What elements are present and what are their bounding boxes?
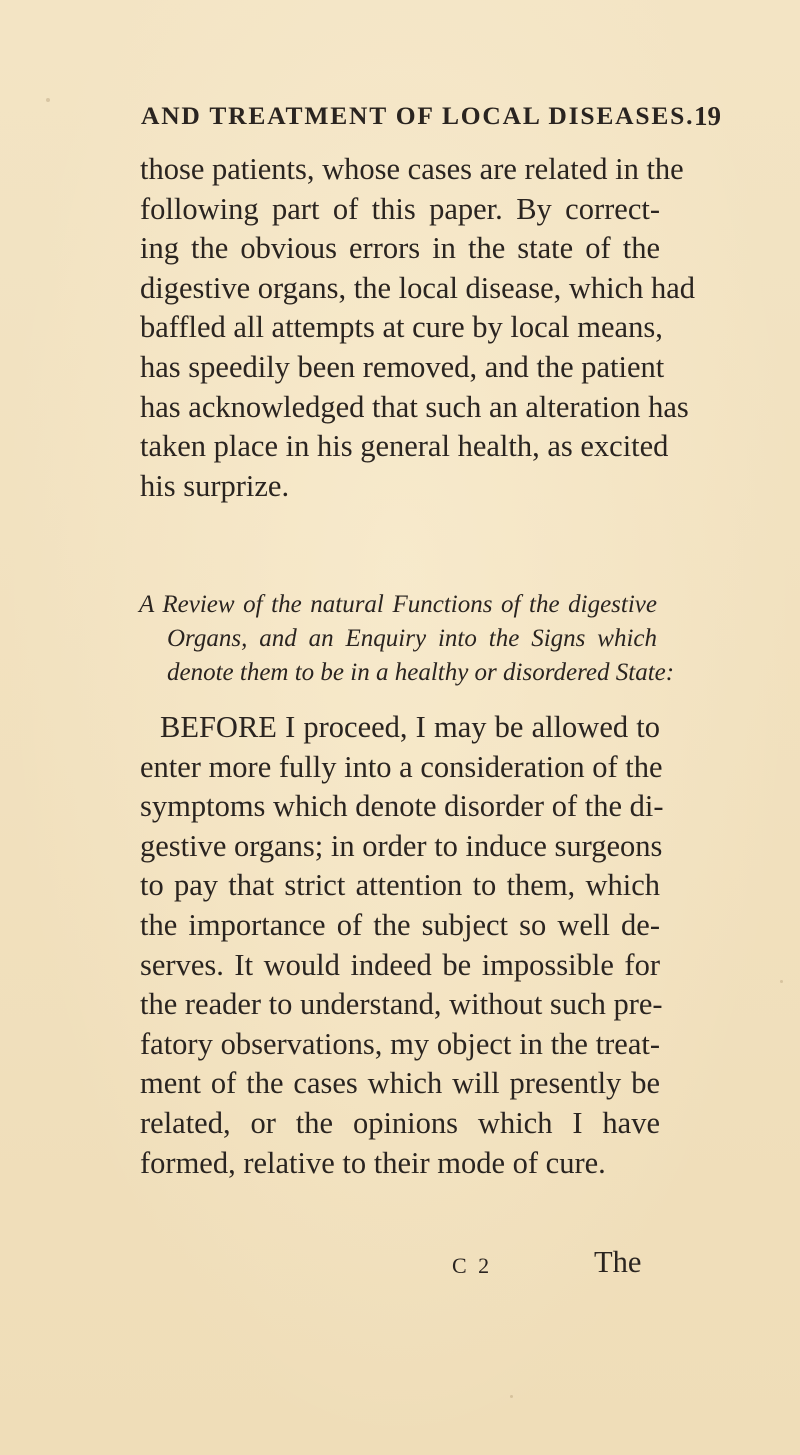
- running-head-title: AND TREATMENT OF LOCAL DISEASES.: [141, 101, 695, 130]
- paper-speck: [780, 980, 783, 983]
- running-head: [0, 96, 800, 136]
- text-line: has speedily been removed, and the patient: [140, 349, 665, 384]
- text-line: enter more fully into a consideration of the: [140, 749, 663, 784]
- paragraph-2: [140, 708, 664, 1183]
- text-line: digestive organs, the local disease, which had: [140, 270, 696, 305]
- text-line: BEFORE I proceed, I may be allowed to: [160, 710, 660, 744]
- text-line: following part of this paper. By correct-: [140, 191, 660, 226]
- page-footer: [0, 1240, 800, 1284]
- text-line: ing the obvious errors in the state of the: [140, 231, 660, 266]
- text-line: the reader to understand, without such pre-: [140, 987, 663, 1022]
- heading-line: Organs, and an Enquiry into the Signs which: [167, 625, 657, 652]
- paragraph-1: [140, 150, 696, 506]
- paper-speck: [510, 1395, 513, 1398]
- text-line: baffled all attempts at cure by local means,: [140, 310, 663, 345]
- heading-line: denote them to be in a healthy or disordered State:: [167, 659, 675, 686]
- text-line: those patients, whose cases are related in the: [140, 152, 684, 186]
- section-heading: [139, 588, 675, 690]
- text-line: formed, relative to their mode of cure.: [140, 1145, 606, 1180]
- text-line: serves. It would indeed be impossible for: [140, 947, 660, 982]
- text-line: taken place in his general health, as excited: [140, 429, 669, 464]
- text-line: the importance of the subject so well de-: [140, 907, 660, 942]
- text-line: gestive organs; in order to induce surgeons: [140, 828, 663, 863]
- text-line: has acknowledged that such an alteration has: [140, 389, 689, 424]
- catchword: The: [594, 1245, 642, 1279]
- text-line: his surprize.: [140, 468, 290, 503]
- text-line: ment of the cases which will presently be: [140, 1066, 660, 1101]
- paper-speck: [46, 98, 50, 102]
- text-line: related, or the opinions which I have: [140, 1105, 660, 1140]
- signature-mark: C 2: [452, 1253, 493, 1278]
- page-number: 19: [694, 101, 721, 131]
- heading-line: A Review of the natural Functions of the digestive: [139, 591, 657, 618]
- text-line: fatory observations, my object in the treat-: [140, 1026, 660, 1061]
- text-line: symptoms which denote disorder of the di-: [140, 789, 664, 824]
- text-line: to pay that strict attention to them, which: [140, 868, 660, 903]
